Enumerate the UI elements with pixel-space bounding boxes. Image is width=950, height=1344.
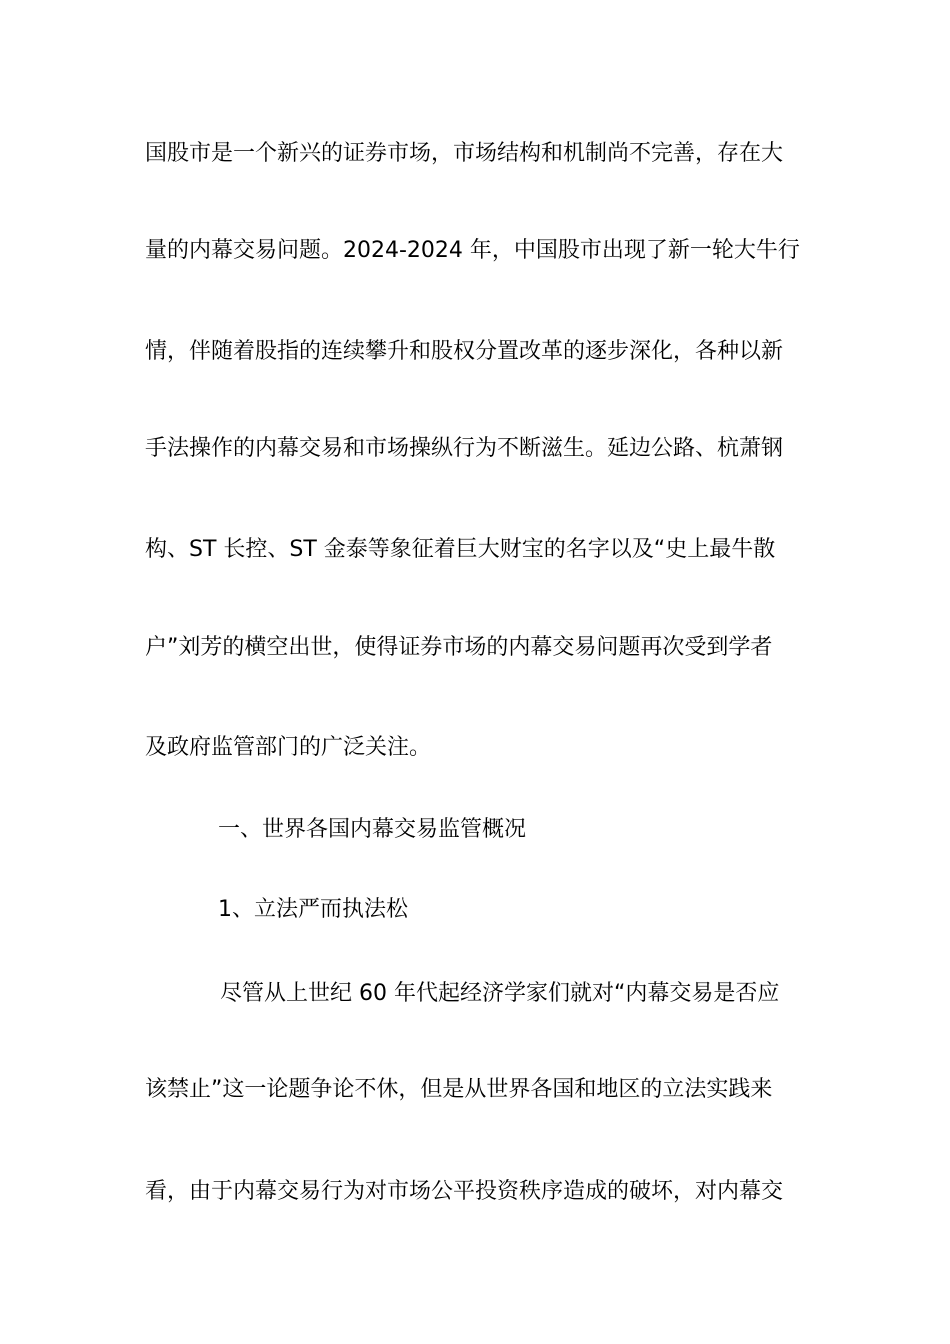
subsection-heading: 1、立法严而执法松: [218, 897, 408, 922]
body-text-line: 手法操作的内幕交易和市场操纵行为不断滋生。延边公路、杭萧钢: [145, 436, 784, 461]
body-text-line: 构、ST 长控、ST 金泰等象征着巨大财宝的名字以及“史上最牛散: [145, 537, 776, 562]
body-text-line: 量的内幕交易问题。2024-2024 年，中国股市出现了新一轮大牛行: [145, 238, 800, 263]
section-heading: 一、世界各国内幕交易监管概况: [218, 817, 527, 842]
body-text-line: 户”刘芳的横空出世，使得证券市场的内幕交易问题再次受到学者: [145, 635, 773, 660]
body-text-line: 国股市是一个新兴的证券市场，市场结构和机制尚不完善，存在大: [145, 141, 784, 166]
body-text-line: 该禁止”这一论题争论不休，但是从世界各国和地区的立法实践来: [145, 1077, 773, 1102]
body-text-line: 看，由于内幕交易行为对市场公平投资秩序造成的破坏，对内幕交: [145, 1179, 784, 1204]
body-text-line: 及政府监管部门的广泛关注。: [145, 735, 432, 760]
body-text-line: 尽管从上世纪 60 年代起经济学家们就对“内幕交易是否应: [220, 981, 780, 1006]
body-text-line: 情，伴随着股指的连续攀升和股权分置改革的逐步深化，各种以新: [145, 339, 784, 364]
